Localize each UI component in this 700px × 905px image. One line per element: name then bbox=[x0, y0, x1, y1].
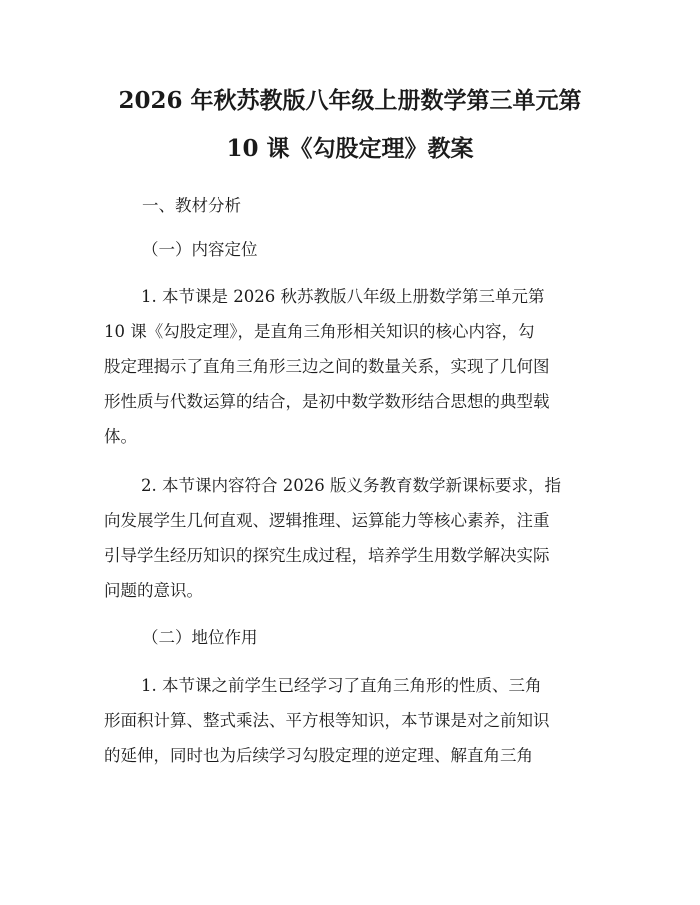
paragraph-line: 形性质与代数运算的结合，是初中数学数形结合思想的典型载 bbox=[104, 392, 550, 411]
paragraph-line: 1. 本节课是 2026 秋苏教版八年级上册数学第三单元第 bbox=[141, 287, 545, 306]
paragraph-line: 问题的意识。 bbox=[104, 581, 203, 600]
paragraph-line: 2. 本节课内容符合 2026 版义务教育数学新课标要求，指 bbox=[141, 476, 561, 495]
paragraph-line: 1. 本节课之前学生已经学习了直角三角形的性质、三角 bbox=[141, 676, 542, 695]
paragraph-line: 引导学生经历知识的探究生成过程，培养学生用数学解决实际 bbox=[104, 546, 550, 565]
paragraph-line: 体。 bbox=[104, 427, 137, 446]
paragraph-line: 10 课《勾股定理》，是直角三角形相关知识的核心内容，勾 bbox=[104, 322, 535, 341]
document-title-line-2: 10 课《勾股定理》教案 bbox=[226, 135, 474, 162]
subsection-heading-content-positioning: （一）内容定位 bbox=[142, 240, 258, 259]
paragraph-line: 的延伸，同时也为后续学习勾股定理的逆定理、解直角三角 bbox=[104, 746, 533, 765]
paragraph-line: 向发展学生几何直观、逻辑推理、运算能力等核心素养，注重 bbox=[104, 511, 550, 530]
section-heading-textbook-analysis: 一、教材分析 bbox=[142, 196, 241, 215]
document-title-line-1: 2026 年秋苏教版八年级上册数学第三单元第 bbox=[118, 87, 582, 114]
paragraph-line: 股定理揭示了直角三角形三边之间的数量关系，实现了几何图 bbox=[104, 357, 550, 376]
paragraph-line: 形面积计算、整式乘法、平方根等知识，本节课是对之前知识 bbox=[104, 711, 550, 730]
subsection-heading-status-role: （二）地位作用 bbox=[142, 628, 258, 647]
